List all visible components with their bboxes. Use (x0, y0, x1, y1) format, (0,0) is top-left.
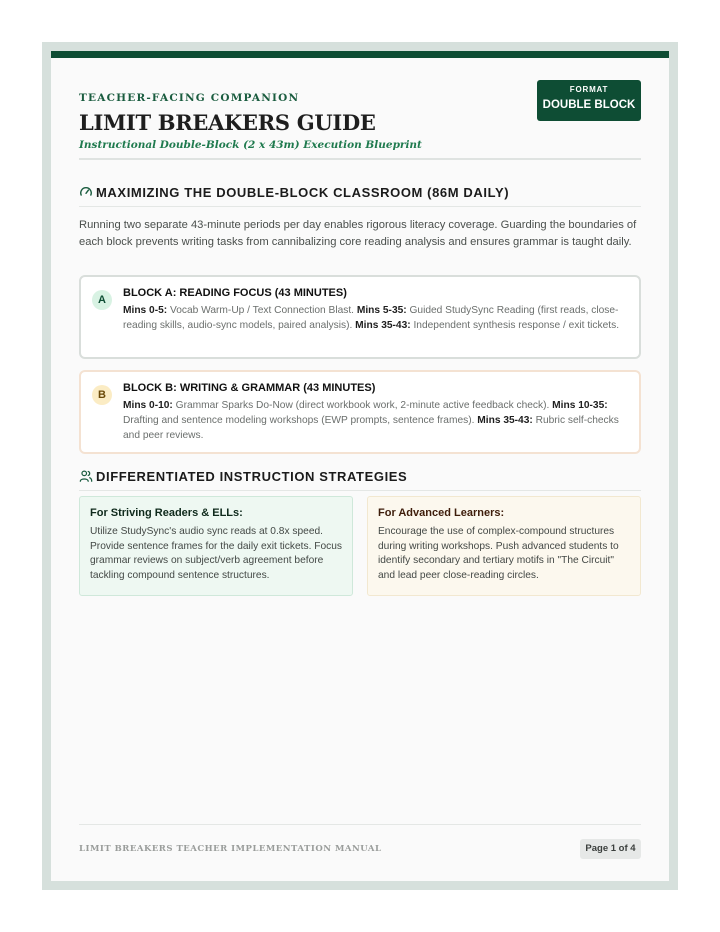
block-b-title: BLOCK B: WRITING & GRAMMAR (43 MINUTES) (123, 382, 376, 394)
section-heading-double-block (79, 185, 641, 207)
page-number-badge: Page 1 of 4 (580, 839, 641, 859)
strategy-title: For Advanced Learners: (378, 507, 505, 519)
strategy-title: For Striving Readers & ELLs: (90, 507, 243, 519)
section-heading-text: DIFFERENTIATED INSTRUCTION STRATEGIES (96, 469, 408, 484)
footer-text: LIMIT BREAKERS TEACHER IMPLEMENTATION MANUAL (79, 844, 382, 854)
block-a-segment-time: Mins 35-43: (355, 320, 411, 331)
section-heading-text: MAXIMIZING THE DOUBLE-BLOCK CLASSROOM (86M DAILY) (96, 185, 510, 200)
format-badge-label: FORMAT (569, 85, 609, 94)
format-badge (537, 80, 641, 121)
block-b-card (79, 370, 641, 454)
document-header (79, 58, 641, 160)
section-heading-differentiation (79, 469, 641, 491)
block-b-segment-time: Mins 35-43: (477, 415, 533, 426)
strategy-card-striving (79, 496, 353, 596)
block-b-segment-time: Mins 10-35: (552, 400, 608, 411)
strategy-body: Encourage the use of complex-compound structures during writing workshops. Push advanced students to identify secondary and tertiary motifs in "The Circuit" and lead peer close-reading circles. (378, 526, 619, 581)
block-b-segment-text: Grammar Sparks Do-Now (direct workbook work, 2-minute active feedback check). (172, 400, 553, 411)
block-a-card (79, 275, 641, 359)
intro-paragraph: Running two separate 43-minute periods per day enables rigorous literacy coverage. Guarding the boundaries of each block prevents writing tasks from cannibalizing core reading analysis and ensures grammar is taught daily. (79, 219, 637, 248)
strategy-card-advanced (367, 496, 641, 596)
page-title: LIMIT BREAKERS GUIDE (79, 110, 376, 135)
block-a-segment-time: Mins 0-5: (123, 305, 168, 316)
block-b-badge: B (92, 385, 112, 405)
gauge-icon (79, 185, 93, 199)
block-a-schedule (123, 303, 633, 333)
block-b-schedule (123, 398, 633, 443)
block-a-title: BLOCK A: READING FOCUS (43 MINUTES) (123, 287, 347, 299)
block-a-segment-text: Guided StudySync Reading (first reads, close-reading skills, audio-sync models, paired analysis). (123, 305, 619, 331)
block-b-segment-time: Mins 0-10: (123, 400, 173, 411)
document-frame (42, 42, 678, 890)
document-footer (79, 824, 641, 854)
strategy-body: Utilize StudySync's audio sync reads at 0.8x speed. Provide sentence frames for the daily exit tickets. Focus grammar reviews on subject/verb agreement before tackling compound sentence structures. (90, 526, 342, 581)
block-a-badge: A (92, 290, 112, 310)
page-subtitle: Instructional Double-Block (2 x 43m) Execution Blueprint (79, 139, 422, 151)
block-a-segment-text: Vocab Warm-Up / Text Connection Blast. (167, 305, 357, 316)
block-b-segment-text: Rubric self-checks and peer reviews. (123, 415, 619, 441)
block-b-segment-text: Drafting and sentence modeling workshops (EWP prompts, sentence frames). (123, 415, 478, 426)
block-a-segment-text: Independent synthesis response / exit tickets. (410, 320, 620, 331)
users-icon (79, 469, 93, 483)
format-badge-value: DOUBLE BLOCK (542, 99, 636, 111)
block-a-segment-time: Mins 5-35: (356, 305, 407, 316)
eyebrow-label: TEACHER-FACING COMPANION (79, 92, 300, 104)
document-page (51, 51, 669, 881)
